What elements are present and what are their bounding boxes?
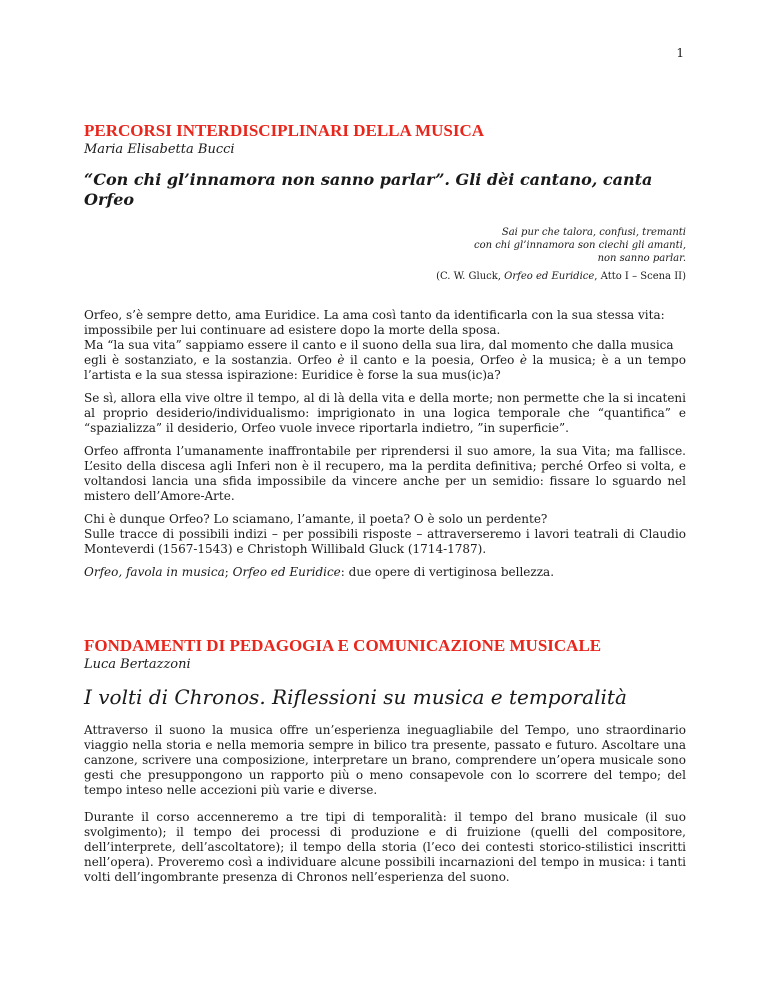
paragraph: Orfeo affronta l’umanamente inaffrontabile per riprendersi il suo amore, la sua Vita; ma fallisce. L’esito della discesa agli Inferi non è il recupero, ma la perdita definitiva; perché Orfeo si volta, e voltandosi lancia una sfida impossibile da vincere anche per un semidio: fissare lo sguardo nel mistero dell’Amore-Arte. <box>84 444 686 503</box>
text-run: egli è sostanziato, e la sostanzia. Orfeo <box>84 353 332 367</box>
work-title: Orfeo ed Euridice <box>232 565 341 579</box>
paragraph: Attraverso il suono la musica offre un’esperienza ineguagliabile del Tempo, uno straordinario viaggio nella storia e nella memoria sempre in bilico tra presente, passato e futuro. Ascoltare una canzone, scrivere una composizione, interpretare un brano, comprendere un’opera musicale sono gesti che presuppongono un rapporto più o meno consapevole con lo scorrere del tempo; del tempo inteso nelle accezioni più varie e diverse. <box>84 723 686 797</box>
author: Luca Bertazzoni <box>84 657 191 672</box>
text-run: il canto e la poesia, Orfeo <box>350 353 515 367</box>
epigraph <box>84 226 686 265</box>
epigraph-line: con chi gl’innamora son ciechi gli amanti, <box>473 240 686 251</box>
section-title: FONDAMENTI DI PEDAGOGIA E COMUNICAZIONE MUSICALE <box>84 636 602 655</box>
section-title: PERCORSI INTERDISCIPLINARI DELLA MUSICA <box>84 121 485 140</box>
epigraph-line: Sai pur che talora, confusi, tremanti <box>501 227 686 238</box>
paragraph-text: Sulle tracce di possibili indizi – per possibili risposte – attraverseremo i lavori teatrali di Claudio Monteverdi (1567-1543) e Christoph Willibald Gluck (1714-1787). <box>84 527 686 556</box>
paragraph-line: Chi è dunque Orfeo? Lo sciamano, l’amante, il poeta? O è solo un perdente? <box>84 512 548 526</box>
paragraph-line: Orfeo, s’è sempre detto, ama Euridice. La ama così tanto da identificarla con la sua stessa vita: <box>84 308 665 322</box>
subtitle: “Con chi gl’innamora non sanno parlar”. Gli dèi cantano, canta Orfeo <box>84 170 653 209</box>
citation-text: , Atto I – Scena II) <box>594 271 686 282</box>
text-run: : due opere di vertiginosa bellezza. <box>340 565 555 579</box>
author: Maria Elisabetta Bucci <box>84 142 235 157</box>
citation <box>84 270 686 284</box>
epigraph-line: non sanno parlar. <box>597 253 686 264</box>
subtitle: I volti di Chronos. Riflessioni su musica e temporalità <box>84 685 627 709</box>
section-gap <box>84 588 686 636</box>
paragraph-line <box>84 353 686 368</box>
paragraph: Se sì, allora ella vive oltre il tempo, al di là della vita e della morte; non permette che la si incateni al proprio desiderio/individualismo: imprigionato in una logica temporale che “quantifica” e “spazializza” il desiderio, Orfeo vuole invece riportarla indietro, ”in superficie”. <box>84 391 686 435</box>
citation-work: Orfeo ed Euridice <box>504 271 595 282</box>
emphasis: è <box>337 353 345 367</box>
section-interdisciplinary <box>84 121 686 580</box>
citation-text: (C. W. Gluck, <box>436 271 505 282</box>
text-run: ; <box>224 565 229 579</box>
paragraph <box>84 512 686 557</box>
paragraph <box>84 338 686 383</box>
work-title: Orfeo, favola in musica <box>84 565 225 579</box>
page-number: 1 <box>676 46 684 60</box>
paragraph-line: Ma “la sua vita” sappiamo essere il canto e il suono della sua lira, dal momento che dalla musica <box>84 338 674 352</box>
text-run: la musica; è a un tempo <box>532 353 686 367</box>
section-pedagogy <box>84 636 686 885</box>
paragraph <box>84 565 686 580</box>
paragraph-line: l’artista e la sua stessa ispirazione: Euridice è forse la sua mus(ic)a? <box>84 368 501 382</box>
document-body <box>84 121 686 893</box>
paragraph: Durante il corso accenneremo a tre tipi di temporalità: il tempo del brano musicale (il suo svolgimento); il tempo dei processi di produzione e di fruizione (quelli del compositore, dell’interprete, dell’ascoltatore); il tempo della storia (l’eco dei contesti storico-stilistici inscritti nell’opera). Proveremo così a individuare alcune possibili incarnazioni del tempo in musica: i tanti volti dell’ingombrante presenza di Chronos nell’esperienza del suono. <box>84 810 686 884</box>
paragraph-line: impossibile per lui continuare ad esistere dopo la morte della sposa. <box>84 323 501 337</box>
emphasis: è <box>519 353 527 367</box>
paragraph <box>84 308 686 338</box>
